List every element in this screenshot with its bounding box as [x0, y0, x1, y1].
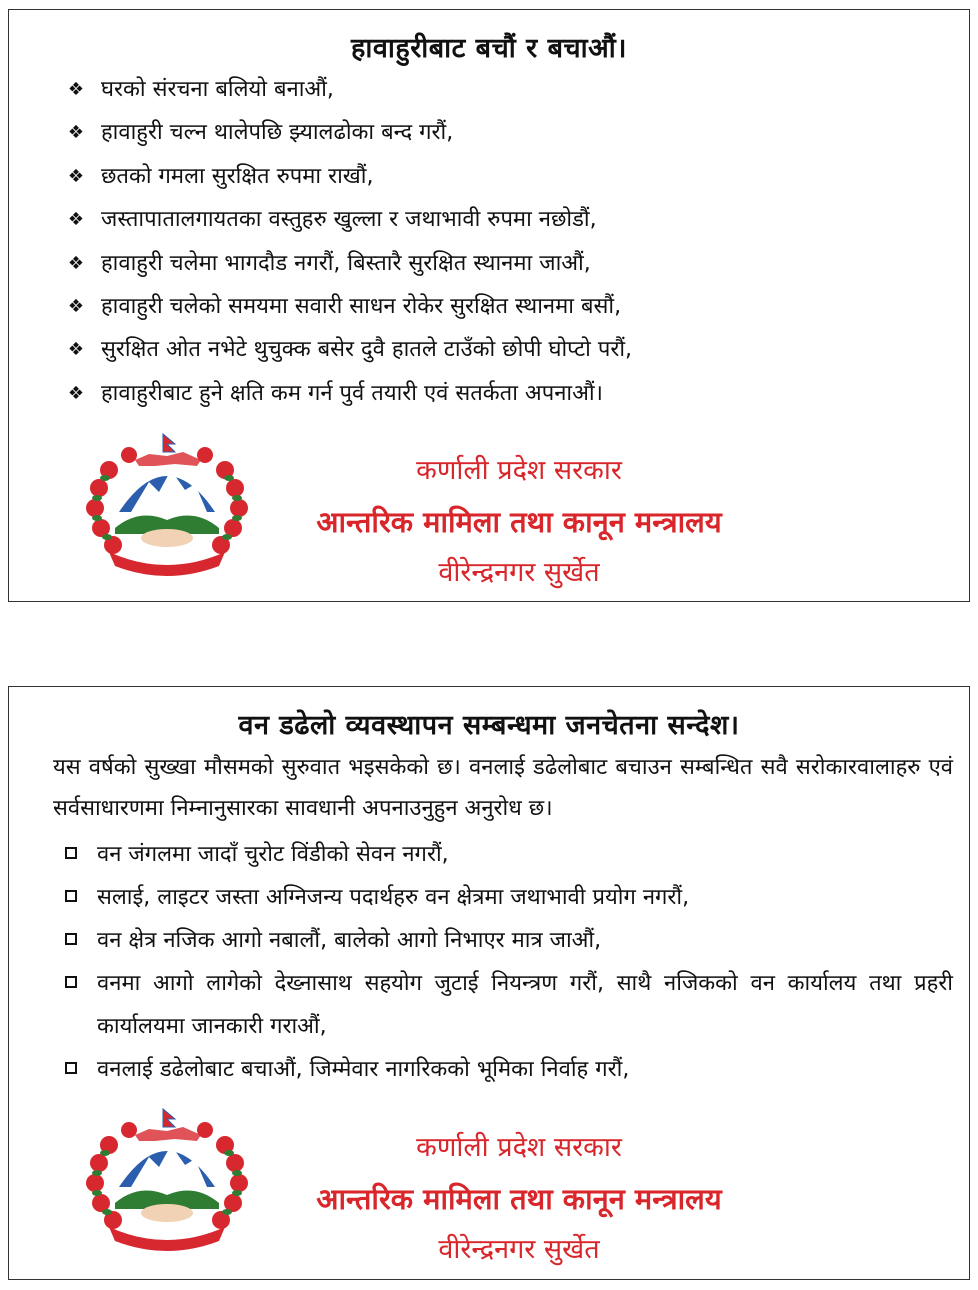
list-item: ❖ छतको गमला सुरक्षित रुपमा राखौं, [65, 155, 949, 198]
diamond-bullet-icon: ❖ [67, 165, 85, 187]
notice-title: हावाहुरीबाट बचौं र बचाऔं। [351, 33, 627, 64]
diamond-bullet-icon: ❖ [67, 209, 85, 231]
diamond-bullet-icon: ❖ [67, 252, 85, 274]
list-item: वन क्षेत्र नजिक आगो नबालौं, बालेको आगो निभाएर मात्र जाऔं, [65, 919, 953, 962]
notice-title: वन डढेलो व्यवस्थापन सम्बन्धमा जनचेतना सन्देश। [238, 710, 740, 741]
list-item: ❖ हावाहुरीबाट हुने क्षति कम गर्न पुर्व तयारी एवं सतर्कता अपनाऔं। [65, 372, 949, 415]
list-item: ❖ सुरक्षित ओत नभेटे थुचुक्क बसेर दुवै हातले टाउँको छोपी घोप्टो परौं, [65, 328, 949, 371]
list-item: वनलाई डढेलोबाट बचाऔं, जिम्मेवार नागरिकको भूमिका निर्वाह गरौं, [65, 1048, 953, 1091]
windstorm-tips-list [65, 68, 949, 415]
ministry-name: आन्तरिक मामिला तथा कानून मन्त्रालय [316, 1182, 722, 1216]
list-item: वनमा आगो लागेको देख्नासाथ सहयोग जुटाई नियन्त्रण गरौं, साथै नजिकको वन कार्यालय तथा प्रहरी कार्यालयमा जानकारी गराऔं, [65, 962, 953, 1048]
nepal-emblem-icon [79, 430, 255, 578]
list-item: वन जंगलमा जादाँ चुरोट विंडीको सेवन नगरौं, [65, 833, 953, 876]
province-government: कर्णाली प्रदेश सरकार [416, 1132, 622, 1163]
nepal-emblem-icon [79, 1105, 255, 1253]
diamond-bullet-icon: ❖ [67, 122, 85, 144]
diamond-bullet-icon: ❖ [67, 79, 85, 100]
list-item: ❖ हावाहुरी चल्न थालेपछि झ्यालढोका बन्द गरौं, [65, 111, 949, 154]
windstorm-notice [8, 9, 970, 602]
checkbox-bullet-icon [65, 933, 77, 945]
notice-intro: यस वर्षको सुख्खा मौसमको सुरुवात भइसकेको छ। वनलाई डढेलोबाट बचाउन सम्बन्धित सवै सरोकारवालाहरु एवं सर्वसाधारणमा निम्नानुसारका सावधानी अपनाउनुहुन अनुरोध छ। [53, 755, 953, 821]
list-item: सलाई, लाइटर जस्ता अग्निजन्य पदार्थहरु वन क्षेत्रमा जथाभावी प्रयोग नगरौं, [65, 876, 953, 919]
ministry-signature [239, 446, 799, 598]
checkbox-bullet-icon [65, 890, 77, 902]
diamond-bullet-icon: ❖ [67, 382, 85, 404]
forest-fire-notice [8, 686, 970, 1280]
ministry-name: आन्तरिक मामिला तथा कानून मन्त्रालय [316, 505, 722, 539]
checkbox-bullet-icon [65, 1062, 77, 1074]
list-item: ❖ जस्तापातालगायतका वस्तुहरु खुल्ला र जथाभावी रुपमा नछोडौं, [65, 198, 949, 241]
province-government: कर्णाली प्रदेश सरकार [416, 455, 622, 486]
list-item: ❖ हावाहुरी चलेमा भागदौड नगरौं, बिस्तारै सुरक्षित स्थानमा जाऔं, [65, 242, 949, 285]
diamond-bullet-icon: ❖ [67, 295, 85, 317]
list-item: ❖ घरको संरचना बलियो बनाऔं, [65, 68, 949, 111]
office-location: वीरेन्द्रनगर सुर्खेत [438, 557, 600, 588]
diamond-bullet-icon: ❖ [67, 339, 85, 361]
ministry-signature [239, 1123, 799, 1275]
checkbox-bullet-icon [65, 847, 77, 859]
list-item: ❖ हावाहुरी चलेको समयमा सवारी साधन रोकेर सुरक्षित स्थानमा बसौं, [65, 285, 949, 328]
checkbox-bullet-icon [65, 976, 77, 988]
office-location: वीरेन्द्रनगर सुर्खेत [438, 1234, 600, 1265]
forest-fire-tips-list [65, 833, 953, 1091]
